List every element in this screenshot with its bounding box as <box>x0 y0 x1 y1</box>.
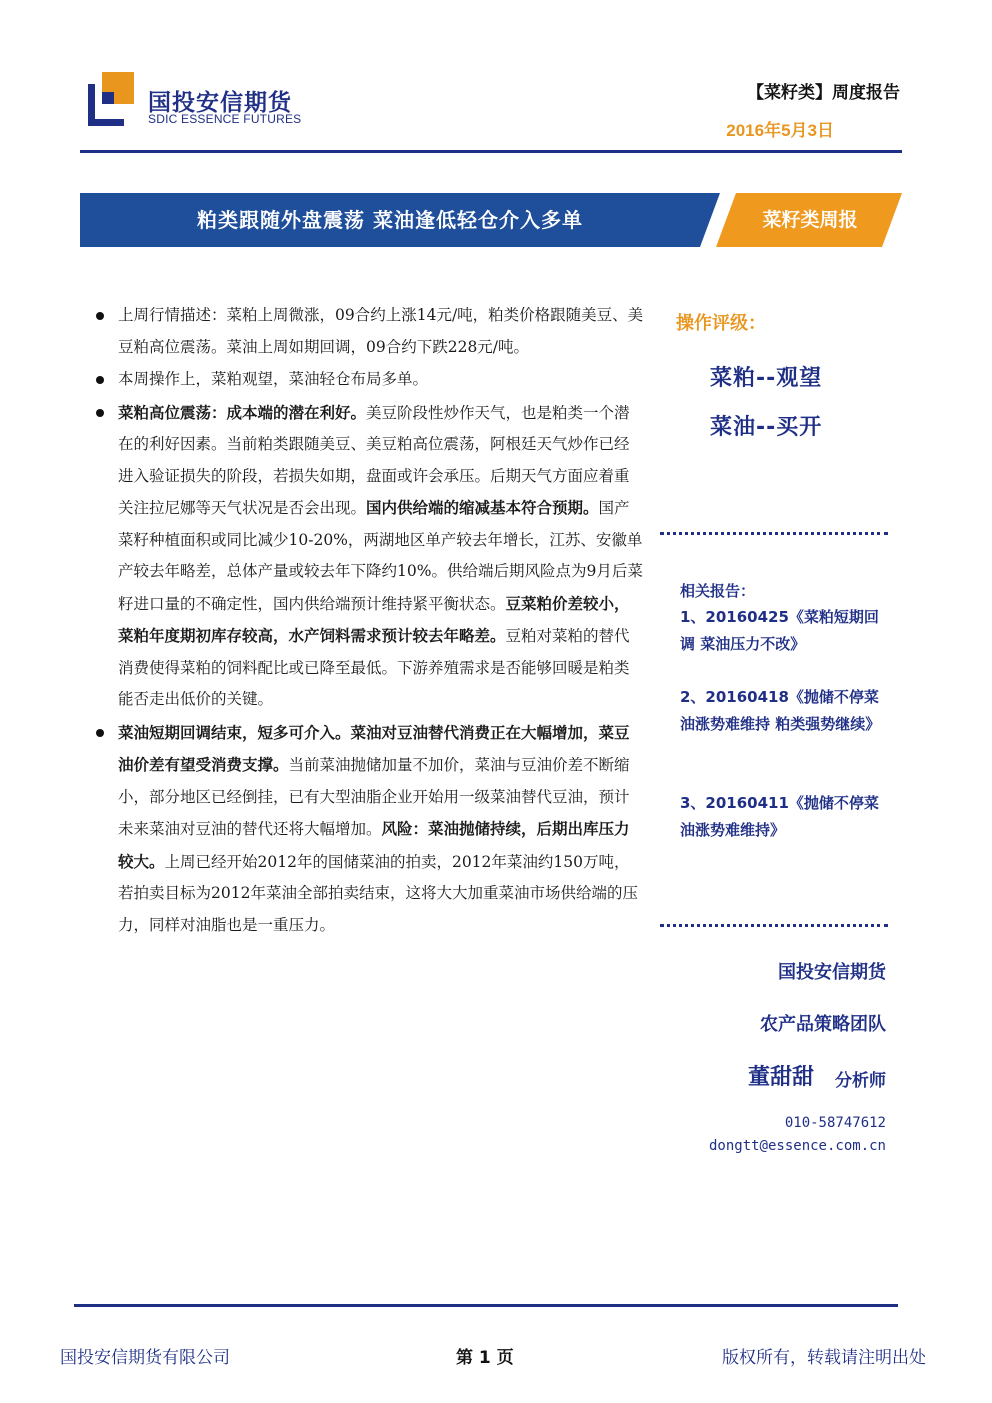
bullet-icon <box>96 409 104 417</box>
bullet-paragraph-4 <box>96 717 644 942</box>
bold-heading: 豆菜粕价差较小，菜粕年度期初库存较高，水产饲料需求预计较去年略差。 <box>118 593 630 645</box>
rating-rapeseed-meal: 菜粕--观望 <box>710 366 823 391</box>
paragraph-text: 当前菜油抛储加量不加价，菜油与豆油价差不断缩小，部分地区已经倒挂，已有大型油脂企业开始用一级菜油替代豆油，预计未来菜油对豆油的替代还将大幅增加。 <box>118 756 630 838</box>
analyst-email[interactable]: dongtt@essence.com.cn <box>708 1138 886 1154</box>
analyst-name: 董甜甜 <box>747 1065 814 1090</box>
main-content <box>96 300 644 942</box>
banner-title: 粕类跟随外盘震荡 菜油逢低轻仓介入多单 <box>197 208 583 232</box>
bullet-paragraph-1 <box>96 300 644 363</box>
bullet-paragraph-3 <box>96 397 644 716</box>
bold-heading: 国内供给端的缩减基本符合预期。 <box>366 498 599 517</box>
sidebar-team: 农产品策略团队 <box>760 1014 886 1035</box>
sidebar-company: 国投安信期货 <box>778 962 886 983</box>
related-reports-heading: 相关报告： <box>680 582 756 600</box>
bullet-icon <box>96 376 104 384</box>
paragraph-text: 本周操作上，菜粕观望，菜油轻仓布局多单。 <box>118 370 429 388</box>
logo-company-name-en: SDIC ESSENCE FUTURES <box>148 112 302 126</box>
company-logo-icon <box>88 72 134 126</box>
footer-divider <box>74 1304 898 1307</box>
footer-copyright: 版权所有，转载请注明出处 <box>722 1348 926 1368</box>
banner-tag: 菜籽类周报 <box>762 209 858 231</box>
sidebar-divider <box>660 924 888 927</box>
logo-company-name: 国投安信期货 <box>148 90 292 116</box>
analyst-phone: 010-58747612 <box>784 1115 886 1131</box>
paragraph-text: 上周行情描述：菜粕上周微涨，09合约上涨14元/吨，粕类价格跟随美豆、美豆粕高位震荡。菜油上周如期回调，09合约下跌228元/吨。 <box>118 306 644 356</box>
report-type: 【菜籽类】周度报告 <box>747 83 900 103</box>
related-report-2[interactable]: 2、20160418《抛储不停菜油涨势难维持 粕类强势继续》 <box>680 688 881 733</box>
paragraph-text: 美豆阶段性炒作天气，也是粕类一个潜在的利好因素。当前粕类跟随美豆、美豆粕高位震荡，阿根廷天气炒作已经进入验证损失的阶段，若损失如期，盘面或许会承压。后期天气方面应着重关注拉尼娜等天气状况是否会出现。 <box>118 403 630 517</box>
page-number: 第 1 页 <box>456 1348 514 1368</box>
bold-heading: 菜粕高位震荡：成本端的潜在利好。 <box>118 402 367 422</box>
bullet-paragraph-2 <box>96 364 644 396</box>
rating-rapeseed-oil: 菜油--买开 <box>710 415 823 440</box>
sidebar-divider <box>660 532 888 535</box>
related-report-1[interactable]: 1、20160425《菜粕短期回调 菜油压力不改》 <box>680 608 879 653</box>
header-divider <box>80 150 902 153</box>
paragraph-text: 上周已经开始2012年的国储菜油的拍卖，2012年菜油约150万吨，若拍卖目标为2012年菜油全部拍卖结束，这将大大加重菜油市场供给端的压力，同样对油脂也是一重压力。 <box>118 852 638 934</box>
footer-company: 国投安信期货有限公司 <box>60 1348 230 1368</box>
bullet-icon <box>96 312 104 320</box>
bullet-icon <box>96 729 104 737</box>
related-report-3[interactable]: 3、20160411《抛储不停菜油涨势难维持》 <box>680 794 879 839</box>
analyst-role: 分析师 <box>835 1071 886 1091</box>
rating-heading: 操作评级： <box>676 313 766 334</box>
paragraph-text: 豆粕对菜粕的替代消费使得菜粕的饲料配比或已降至最低。下游养殖需求是否能够回暖是粕类能否走出低价的关键。 <box>118 627 630 708</box>
bold-heading: 风险：菜油抛储持续，后期出库压力较大。 <box>118 819 630 871</box>
bold-heading: 菜油短期回调结束，短多可介入。菜油对豆油替代消费正在大幅增加，菜豆油价差有望受消费支撑。 <box>118 722 630 774</box>
report-date: 2016年5月3日 <box>726 121 834 140</box>
paragraph-text: 国产菜籽种植面积或同比减少10-20%，两湖地区单产较去年增长，江苏、安徽单产较去年略差，总体产量或较去年下降约10%。供给端后期风险点为9月后菜籽进口量的不确定性，国内供给端预计维持紧平衡状态。 <box>118 499 643 613</box>
